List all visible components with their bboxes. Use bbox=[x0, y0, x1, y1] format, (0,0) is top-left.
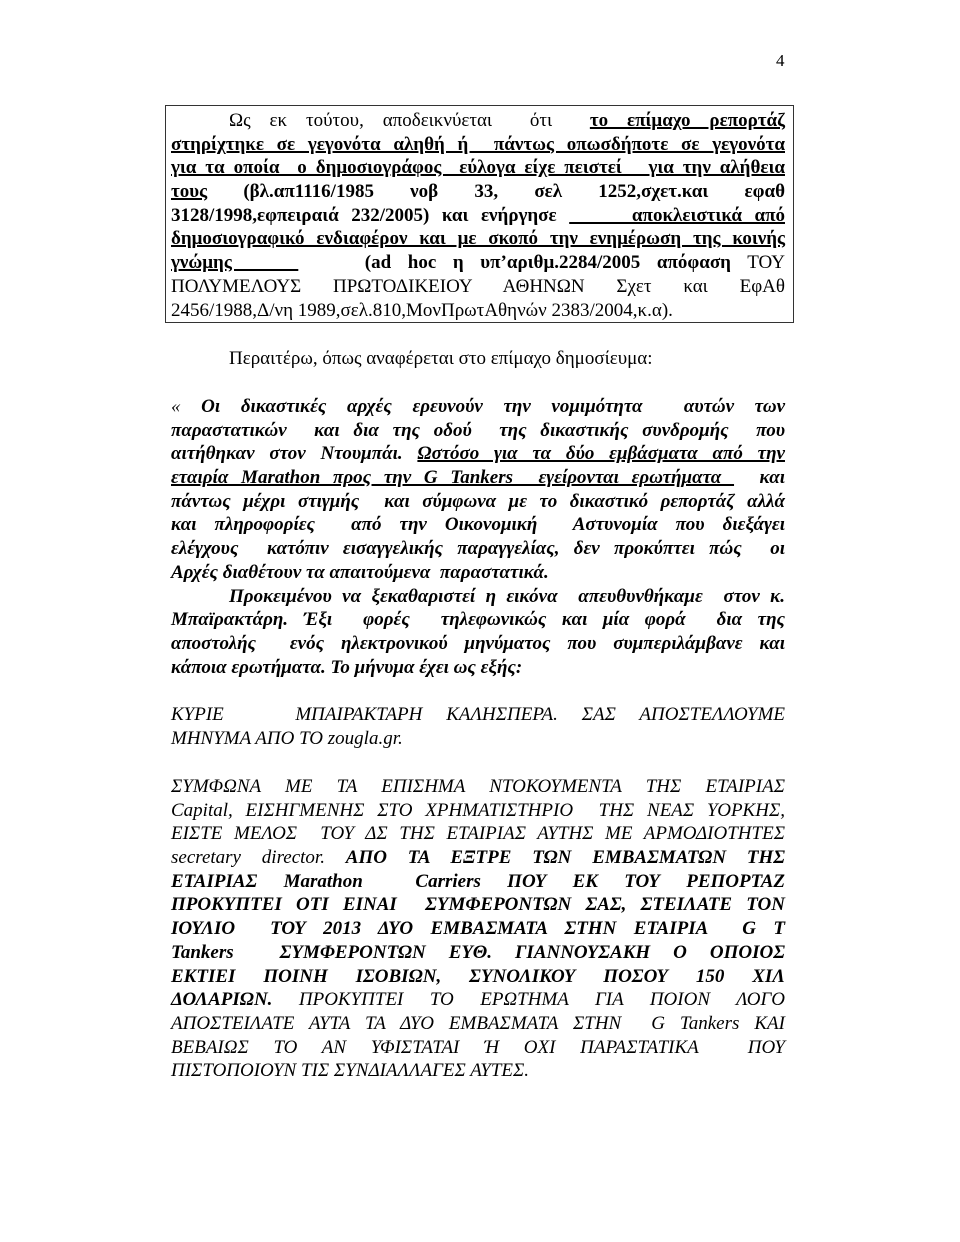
text-line bbox=[171, 893, 785, 917]
text-line bbox=[171, 133, 785, 157]
text-line bbox=[171, 442, 785, 466]
text-segment: γνώμης bbox=[171, 252, 299, 274]
text-line bbox=[171, 1036, 785, 1060]
text-line bbox=[171, 490, 785, 514]
text-line bbox=[171, 204, 785, 228]
text-segment: τους bbox=[171, 181, 208, 203]
text-line bbox=[171, 180, 785, 204]
text-segment: ΠΡΟΚΥΠΤΕΙ ΟΤΙ ΕΙΝΑΙ ΣΥΜΦΕΡΟΝΤΩΝ ΣΑΣ, ΣΤΕΙΛΑΤΕ ΤΟΝ bbox=[171, 894, 785, 916]
text-segment: Οι δικαστικές αρχές ερευνούν την νομιμότητα αυτών των bbox=[201, 396, 786, 417]
text-line bbox=[171, 561, 785, 585]
text-segment: Αρχές διαθέτουν τα απαιτούμενα παραστατικά. bbox=[171, 561, 549, 583]
text-line bbox=[171, 513, 785, 537]
text-line bbox=[171, 703, 785, 727]
text-line bbox=[171, 965, 785, 989]
text-segment: secretary director. bbox=[171, 847, 346, 869]
text-line bbox=[171, 275, 785, 299]
text-segment: ΤΟΥ bbox=[730, 252, 785, 274]
text-line bbox=[171, 419, 785, 443]
text-segment: για τα οποία ο δημοσιογράφος εύλογα είχε πειστεί για την αλήθεια bbox=[171, 157, 785, 179]
text-segment: Capital, ΕΙΣΗΓΜΕΝΗΣ ΣΤΟ ΧΡΗΜΑΤΙΣΤΗΡΙΟ ΤΗΣ ΝΕΑΣ ΥΟΡΚΗΣ, bbox=[171, 799, 785, 821]
text-line bbox=[171, 395, 785, 419]
text-segment: ΙΟΥΛΙΟ ΤΟΥ 2013 ΔΥΟ ΕΜΒΑΣΜΑΤΑ ΣΤΗΝ ΕΤΑΙΡΙΑ G T bbox=[171, 918, 785, 940]
email-greeting bbox=[171, 703, 785, 750]
text-segment: στηρίχτηκε σε γεγονότα αληθή ή πάντως οπωσδήποτε σε γεγονότα bbox=[171, 133, 785, 155]
text-segment: ΑΠΟΣΤΕΙΛΑΤΕ ΑΥΤΑ ΤΑ ΔΥΟ ΕΜΒΑΣΜΑΤΑ ΣΤΗΝ G Tankers ΚΑΙ bbox=[171, 1012, 785, 1034]
text-line bbox=[171, 585, 785, 609]
text-segment: ΜΗΝΥΜΑ ΑΠΟ ΤΟ zougla.gr. bbox=[171, 727, 403, 749]
text-line bbox=[171, 656, 785, 680]
text-line bbox=[171, 870, 785, 894]
text-segment: Tankers ΣΥΜΦΕΡΟΝΤΩΝ ΕΥΘ. ΓΙΑΝΝΟΥΣΑΚΗ Ο ΟΠΟΙΟΣ bbox=[171, 941, 785, 963]
text-segment: ΠΙΣΤΟΠΟΙΟΥΝ ΤΙΣ ΣΥΝΔΙΑΛΛΑΓΕΣ ΑΥΤΕΣ. bbox=[171, 1060, 530, 1082]
text-segment: Προκειμένου να ξεκαθαριστεί η εικόνα απευθυνθήκαμε στον κ. bbox=[229, 585, 785, 607]
text-segment: (βλ.απ1116/1985 νοβ 33, σελ 1252,σχετ.και εφαθ bbox=[207, 181, 785, 203]
text-line bbox=[171, 156, 785, 180]
text-segment: Ως εκ τούτου, αποδεικνύεται ότι bbox=[229, 110, 590, 131]
text-segment: πάντως μέχρι στιγμής και σύμφωνα με το δικαστικό ρεπορτάζ αλλά bbox=[171, 490, 785, 512]
text-line bbox=[171, 251, 785, 275]
text-line bbox=[171, 941, 785, 965]
text-segment: ΣΥΜΦΩΝΑ ΜΕ ΤΑ ΕΠΙΣΗΜΑ ΝΤΟΚΟΥΜΕΝΤΑ ΤΗΣ ΕΤΑΙΡΙΑΣ bbox=[171, 776, 785, 797]
text-segment: αιτήθηκαν στον Ντουμπάι. bbox=[171, 443, 418, 465]
text-line bbox=[171, 632, 785, 656]
text-line bbox=[171, 822, 785, 846]
text-segment: ΠΡΟΚΥΠΤΕΙ ΤΟ ΕΡΩΤΗΜΑ ΓΙΑ ΠΟΙΟΝ ΛΟΓΟ bbox=[272, 989, 785, 1011]
email-body bbox=[171, 775, 785, 1083]
text-segment: κάποια ερωτήματα. Το μήνυμα έχει ως εξής: bbox=[171, 656, 523, 678]
text-segment: δημοσιογραφικό ενδιαφέρον και με σκοπό την ενημέρωση της κοινής bbox=[171, 228, 785, 250]
box-paragraph bbox=[171, 109, 785, 322]
text-segment: ΔΟΛΑΡΙΩΝ. bbox=[171, 989, 273, 1011]
text-segment: Ωστόσο για τα δύο εμβάσματα από την bbox=[417, 443, 785, 465]
text-segment: και πληροφορίες από την Οικονομική Αστυνομία που διεξάγει bbox=[171, 514, 785, 536]
text-segment: (ad hoc η υπ’αριθμ.2284/2005 απόφαση bbox=[298, 252, 731, 274]
quoted-article bbox=[171, 395, 785, 679]
text-line bbox=[171, 775, 785, 799]
text-line bbox=[171, 1012, 785, 1036]
text-line bbox=[171, 466, 785, 490]
text-segment: ΑΠΟ ΤΑ ΕΞΤΡΕ ΤΩΝ ΕΜΒΑΣΜΑΤΩΝ ΤΗΣ bbox=[345, 847, 786, 869]
text-line bbox=[171, 1059, 785, 1083]
text-line bbox=[171, 347, 785, 371]
text-segment: ΕΙΣΤΕ ΜΕΛΟΣ ΤΟΥ ΔΣ ΤΗΣ ΕΤΑΙΡΙΑΣ ΑΥΤΗΣ ΜΕ ΑΡΜΟΔΙΟΤΗΤΕΣ bbox=[171, 823, 785, 845]
text-segment: αποκλειστικά από bbox=[569, 204, 785, 226]
text-segment: ΕΤΑΙΡΙΑΣ Marathon Carriers ΠΟΥ ΕΚ ΤΟΥ ΡΕΠΟΡΤΑΖ bbox=[171, 870, 785, 892]
text-line bbox=[171, 727, 785, 751]
text-segment: ΒΕΒΑΙΩΣ ΤΟ ΑΝ ΥΦΙΣΤΑΤΑΙ Ή ΟΧΙ ΠΑΡΑΣΤΑΤΙΚΑ ΠΟΥ bbox=[171, 1036, 785, 1058]
text-segment: ΠΟΛΥΜΕΛΟΥΣ ΠΡΩΤΟΔΙΚΕΙΟΥ ΑΘΗΝΩΝ Σχετ και ΕφΑθ bbox=[171, 275, 785, 297]
text-segment: το επίμαχο ρεπορτάζ bbox=[589, 110, 785, 131]
text-line bbox=[171, 109, 785, 133]
text-segment: αποστολής ενός ηλεκτρονικού μηνύματος που συμπεριλάμβανε και bbox=[171, 632, 785, 654]
text-segment: Περαιτέρω, όπως αναφέρεται στο επίμαχο δημοσίευμα: bbox=[229, 348, 653, 369]
text-line bbox=[171, 227, 785, 251]
intro-paragraph bbox=[171, 347, 785, 371]
text-line bbox=[171, 988, 785, 1012]
text-segment: Μπαϊρακτάρη. Έξι φορές τηλεφωνικώς και μία φορά δια της bbox=[171, 609, 785, 631]
text-line bbox=[171, 537, 785, 561]
text-segment: και bbox=[734, 467, 785, 489]
text-line bbox=[171, 846, 785, 870]
text-segment: 2456/1988,Δ/νη 1989,σελ.810,ΜονΠρωτΑθηνών 2383/2004,κ.α). bbox=[171, 299, 673, 321]
text-line bbox=[171, 299, 785, 323]
text-segment: « bbox=[171, 396, 202, 417]
text-segment: ελέγχους κατόπιν εισαγγελικής παραγγελίας, δεν προκύπτει πώς οι bbox=[171, 538, 785, 560]
text-line bbox=[171, 799, 785, 823]
text-line bbox=[171, 917, 785, 941]
text-line bbox=[171, 608, 785, 632]
text-segment: παραστατικών και δια της οδού της δικαστικής συνδρομής που bbox=[171, 419, 785, 441]
text-segment: εταιρία Marathon προς την G Tankers εγείρονται ερωτήματα bbox=[171, 467, 735, 489]
text-segment: 3128/1998,εφπειραιά 232/2005) και ενήργησε bbox=[171, 204, 570, 226]
text-segment: ΕΚΤΙΕΙ ΠΟΙΝΗ ΙΣΟΒΙΩΝ, ΣΥΝΟΛΙΚΟΥ ΠΟΣΟΥ 150 ΧΙΛ bbox=[171, 965, 785, 987]
text-segment: ΚΥΡΙΕ ΜΠΑΙΡΑΚΤΑΡΗ ΚΑΛΗΣΠΕΡΑ. ΣΑΣ ΑΠΟΣΤΕΛΛΟΥΜΕ bbox=[171, 704, 785, 725]
page-number: 4 bbox=[776, 51, 785, 70]
